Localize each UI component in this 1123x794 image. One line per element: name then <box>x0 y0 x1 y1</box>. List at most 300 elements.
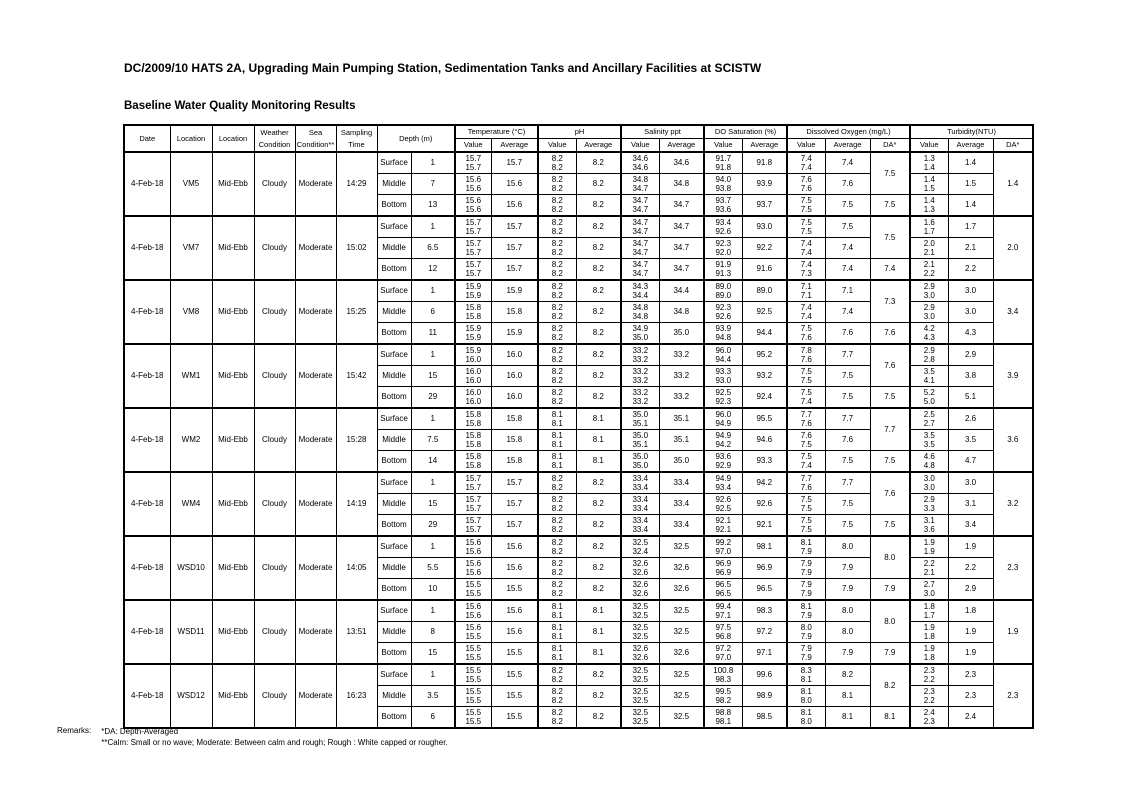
cell-do-saturation-value-reading: 98.2 <box>715 696 732 705</box>
cell-tide-state: Mid-Ebb <box>212 152 254 216</box>
section-title: Baseline Water Quality Monitoring Results <box>124 100 356 112</box>
cell-temperature-average: 15.8 <box>491 302 538 323</box>
cell-do-saturation-value-reading: 94.8 <box>715 333 732 342</box>
cell-dissolved-oxygen-value-reading: 7.3 <box>800 269 812 278</box>
cell-temperature-value <box>455 408 491 430</box>
cell-ph-value <box>538 302 576 323</box>
cell-ph-value <box>538 558 576 579</box>
cell-depth-label: Surface <box>377 536 411 558</box>
cell-do-saturation-value <box>704 344 742 366</box>
cell-temperature-value-reading: 15.6 <box>465 174 482 184</box>
cell-ph-value <box>538 600 576 622</box>
cell-weather-condition: Cloudy <box>254 280 295 344</box>
cell-tide-state: Mid-Ebb <box>212 536 254 600</box>
cell-ph-value-reading: 8.2 <box>551 397 563 406</box>
cell-dissolved-oxygen-value <box>787 451 825 473</box>
cell-turbidity-value-reading: 2.9 <box>923 494 935 504</box>
cell-salinity-average: 32.6 <box>659 558 704 579</box>
cell-do-saturation-value <box>704 451 742 473</box>
cell-dissolved-oxygen-value <box>787 387 825 409</box>
cell-do-saturation-average: 92.1 <box>742 515 787 537</box>
cell-do-saturation-value-reading: 99.4 <box>715 601 732 611</box>
cell-turbidity-da: 3.2 <box>993 472 1033 536</box>
cell-tide-state: Mid-Ebb <box>212 600 254 664</box>
cell-dissolved-oxygen-value-reading: 7.5 <box>800 227 812 236</box>
cell-ph-value <box>538 323 576 345</box>
cell-do-saturation-value <box>704 387 742 409</box>
cell-depth-label: Bottom <box>377 387 411 409</box>
cell-tide-state: Mid-Ebb <box>212 280 254 344</box>
cell-temperature-value <box>455 152 491 174</box>
cell-turbidity-value-reading: 1.9 <box>923 547 935 556</box>
cell-dissolved-oxygen-average: 8.0 <box>825 622 870 643</box>
cell-salinity-average: 34.7 <box>659 216 704 238</box>
cell-ph-value <box>538 515 576 537</box>
cell-salinity-value <box>621 451 659 473</box>
cell-ph-value-reading: 8.2 <box>551 376 563 385</box>
cell-turbidity-value-reading: 3.5 <box>923 440 935 449</box>
cell-salinity-value-reading: 32.5 <box>632 665 649 675</box>
cell-depth-label: Middle <box>377 430 411 451</box>
subheader-salinity-average: Average <box>659 139 704 153</box>
cell-dissolved-oxygen-da-bottom: 7.6 <box>870 323 910 345</box>
cell-turbidity-value-reading: 4.8 <box>923 461 935 470</box>
cell-turbidity-value-reading: 1.8 <box>923 632 935 641</box>
subheader-temp-average: Average <box>491 139 538 153</box>
cell-temperature-value <box>455 558 491 579</box>
cell-sea-condition: Moderate <box>295 344 336 408</box>
cell-do-saturation-average: 93.3 <box>742 451 787 473</box>
cell-dissolved-oxygen-value <box>787 195 825 217</box>
cell-dissolved-oxygen-value-reading: 7.6 <box>800 355 812 364</box>
cell-ph-average: 8.2 <box>576 366 621 387</box>
cell-salinity-value <box>621 664 659 686</box>
cell-do-saturation-value-reading: 96.0 <box>715 345 732 355</box>
cell-ph-value <box>538 280 576 302</box>
cell-dissolved-oxygen-value <box>787 238 825 259</box>
cell-do-saturation-average: 93.2 <box>742 366 787 387</box>
cell-dissolved-oxygen-da-bottom: 7.4 <box>870 259 910 281</box>
cell-do-saturation-value-reading: 93.7 <box>715 195 732 205</box>
cell-do-saturation-value-reading: 96.0 <box>715 409 732 419</box>
cell-temperature-average: 15.7 <box>491 238 538 259</box>
cell-salinity-value-reading: 34.7 <box>632 238 649 248</box>
cell-salinity-value-reading: 35.0 <box>632 333 649 342</box>
cell-dissolved-oxygen-average: 8.1 <box>825 686 870 707</box>
cell-sampling-time: 15:02 <box>336 216 377 280</box>
cell-depth-value: 7 <box>411 174 455 195</box>
cell-dissolved-oxygen-da-bottom: 8.1 <box>870 707 910 729</box>
cell-turbidity-value <box>910 323 948 345</box>
cell-do-saturation-average: 98.5 <box>742 707 787 729</box>
cell-turbidity-value-reading: 1.4 <box>923 195 935 205</box>
cell-ph-value-reading: 8.2 <box>551 163 563 172</box>
cell-turbidity-average: 1.9 <box>948 622 993 643</box>
cell-salinity-value-reading: 35.0 <box>632 409 649 419</box>
cell-do-saturation-value-reading: 91.7 <box>715 153 732 163</box>
cell-turbidity-value <box>910 430 948 451</box>
cell-dissolved-oxygen-value-reading: 7.4 <box>800 163 812 172</box>
cell-turbidity-value <box>910 451 948 473</box>
cell-temperature-value <box>455 494 491 515</box>
cell-dissolved-oxygen-average: 7.6 <box>825 323 870 345</box>
cell-dissolved-oxygen-value <box>787 515 825 537</box>
cell-ph-value-reading: 8.2 <box>551 312 563 321</box>
cell-temperature-value-reading: 15.5 <box>465 675 482 684</box>
cell-turbidity-average: 1.4 <box>948 152 993 174</box>
cell-salinity-value-reading: 33.4 <box>632 483 649 492</box>
cell-do-saturation-value-reading: 89.0 <box>715 291 732 300</box>
cell-salinity-value-reading: 34.4 <box>632 291 649 300</box>
cell-do-saturation-value-reading: 98.1 <box>715 717 732 726</box>
cell-dissolved-oxygen-value <box>787 408 825 430</box>
cell-do-saturation-value <box>704 195 742 217</box>
cell-dissolved-oxygen-average: 7.4 <box>825 152 870 174</box>
cell-dissolved-oxygen-value-reading: 7.9 <box>800 558 812 568</box>
cell-dissolved-oxygen-da-upper: 7.5 <box>870 216 910 259</box>
cell-do-saturation-value-reading: 92.1 <box>715 525 732 534</box>
cell-temperature-value <box>455 216 491 238</box>
cell-do-saturation-average: 99.6 <box>742 664 787 686</box>
cell-turbidity-value <box>910 238 948 259</box>
cell-do-saturation-value-reading: 94.2 <box>715 440 732 449</box>
cell-sea-condition: Moderate <box>295 408 336 472</box>
cell-turbidity-average: 3.0 <box>948 302 993 323</box>
cell-sea-condition: Moderate <box>295 152 336 216</box>
cell-salinity-value <box>621 536 659 558</box>
cell-temperature-average: 15.7 <box>491 515 538 537</box>
cell-do-saturation-value <box>704 686 742 707</box>
cell-do-saturation-value <box>704 536 742 558</box>
cell-salinity-average: 32.5 <box>659 686 704 707</box>
cell-salinity-average: 34.8 <box>659 174 704 195</box>
cell-salinity-value-reading: 33.4 <box>632 525 649 534</box>
cell-dissolved-oxygen-value <box>787 643 825 665</box>
cell-do-saturation-value-reading: 96.5 <box>715 579 732 589</box>
cell-ph-value <box>538 387 576 409</box>
cell-salinity-average: 34.6 <box>659 152 704 174</box>
cell-ph-average: 8.2 <box>576 579 621 601</box>
cell-location: VM5 <box>170 152 212 216</box>
cell-temperature-value <box>455 686 491 707</box>
cell-turbidity-value-reading: 2.9 <box>923 345 935 355</box>
cell-turbidity-average: 4.3 <box>948 323 993 345</box>
cell-salinity-average: 32.5 <box>659 622 704 643</box>
cell-salinity-average: 35.0 <box>659 323 704 345</box>
cell-temperature-value-reading: 15.5 <box>465 665 482 675</box>
cell-temperature-value-reading: 15.5 <box>465 686 482 696</box>
cell-do-saturation-value-reading: 92.6 <box>715 494 732 504</box>
cell-salinity-value-reading: 33.2 <box>632 387 649 397</box>
cell-ph-average: 8.2 <box>576 387 621 409</box>
cell-tide-state: Mid-Ebb <box>212 408 254 472</box>
cell-turbidity-value-reading: 4.2 <box>923 323 935 333</box>
cell-temperature-value-reading: 15.8 <box>465 419 482 428</box>
cell-salinity-value <box>621 472 659 494</box>
cell-dissolved-oxygen-value-reading: 8.0 <box>800 717 812 726</box>
cell-turbidity-value-reading: 4.3 <box>923 333 935 342</box>
cell-turbidity-average: 1.5 <box>948 174 993 195</box>
cell-do-saturation-value <box>704 600 742 622</box>
cell-salinity-value-reading: 33.2 <box>632 345 649 355</box>
cell-ph-value-reading: 8.2 <box>551 259 563 269</box>
cell-depth-label: Middle <box>377 238 411 259</box>
col-header-date: Date <box>124 125 170 152</box>
cell-turbidity-value <box>910 472 948 494</box>
cell-location: WSD12 <box>170 664 212 728</box>
cell-ph-value-reading: 8.2 <box>551 355 563 364</box>
cell-ph-value-reading: 8.2 <box>551 547 563 556</box>
cell-dissolved-oxygen-value-reading: 7.5 <box>800 440 812 449</box>
cell-salinity-value <box>621 686 659 707</box>
cell-temperature-value-reading: 15.6 <box>465 622 482 632</box>
cell-ph-value-reading: 8.2 <box>551 504 563 513</box>
cell-salinity-value-reading: 34.7 <box>632 248 649 257</box>
cell-depth-value: 7.5 <box>411 430 455 451</box>
cell-turbidity-value-reading: 2.2 <box>923 269 935 278</box>
cell-turbidity-value-reading: 2.0 <box>923 238 935 248</box>
cell-do-saturation-value-reading: 91.9 <box>715 259 732 269</box>
cell-turbidity-value-reading: 3.3 <box>923 504 935 513</box>
cell-salinity-value <box>621 238 659 259</box>
cell-temperature-value-reading: 15.6 <box>465 537 482 547</box>
cell-location: WM1 <box>170 344 212 408</box>
cell-dissolved-oxygen-average: 7.5 <box>825 515 870 537</box>
cell-ph-value-reading: 8.2 <box>551 291 563 300</box>
subheader-turbidity-value: Value <box>910 139 948 153</box>
cell-dissolved-oxygen-average: 8.0 <box>825 536 870 558</box>
cell-dissolved-oxygen-value <box>787 302 825 323</box>
cell-temperature-value-reading: 15.8 <box>465 440 482 449</box>
cell-turbidity-value <box>910 302 948 323</box>
cell-ph-value-reading: 8.2 <box>551 473 563 483</box>
cell-do-saturation-value-reading: 92.9 <box>715 461 732 470</box>
cell-temperature-average: 15.6 <box>491 622 538 643</box>
cell-dissolved-oxygen-value <box>787 494 825 515</box>
cell-dissolved-oxygen-value-reading: 7.4 <box>800 153 812 163</box>
cell-turbidity-average: 3.4 <box>948 515 993 537</box>
remarks-label: Remarks: <box>57 726 92 735</box>
cell-temperature-average: 15.6 <box>491 600 538 622</box>
cell-dissolved-oxygen-value-reading: 7.5 <box>800 525 812 534</box>
cell-ph-average: 8.2 <box>576 707 621 729</box>
cell-salinity-average: 34.7 <box>659 259 704 281</box>
cell-turbidity-value <box>910 622 948 643</box>
cell-temperature-value-reading: 15.8 <box>465 302 482 312</box>
cell-turbidity-value <box>910 408 948 430</box>
cell-depth-label: Middle <box>377 174 411 195</box>
cell-dissolved-oxygen-value-reading: 7.9 <box>800 547 812 556</box>
cell-ph-average: 8.1 <box>576 430 621 451</box>
cell-dissolved-oxygen-da-upper: 8.2 <box>870 664 910 707</box>
cell-turbidity-da: 1.4 <box>993 152 1033 216</box>
cell-ph-value-reading: 8.1 <box>551 622 563 632</box>
cell-ph-average: 8.2 <box>576 323 621 345</box>
cell-sea-condition: Moderate <box>295 216 336 280</box>
cell-depth-value: 3.5 <box>411 686 455 707</box>
cell-do-saturation-value-reading: 94.4 <box>715 355 732 364</box>
cell-do-saturation-average: 89.0 <box>742 280 787 302</box>
cell-salinity-value-reading: 34.7 <box>632 184 649 193</box>
cell-turbidity-value-reading: 2.3 <box>923 665 935 675</box>
cell-temperature-value <box>455 195 491 217</box>
cell-turbidity-value <box>910 686 948 707</box>
cell-temperature-average: 15.6 <box>491 558 538 579</box>
cell-salinity-value-reading: 32.5 <box>632 717 649 726</box>
subheader-ph-average: Average <box>576 139 621 153</box>
cell-temperature-value-reading: 15.6 <box>465 601 482 611</box>
cell-turbidity-value-reading: 1.9 <box>923 622 935 632</box>
cell-turbidity-average: 1.9 <box>948 536 993 558</box>
cell-depth-value: 10 <box>411 579 455 601</box>
cell-temperature-value-reading: 15.9 <box>465 333 482 342</box>
col-header-sampling-time <box>336 125 377 152</box>
cell-temperature-value-reading: 15.9 <box>465 281 482 291</box>
subheader-dosat-average: Average <box>742 139 787 153</box>
cell-ph-value <box>538 643 576 665</box>
cell-temperature-value <box>455 643 491 665</box>
cell-dissolved-oxygen-value <box>787 622 825 643</box>
cell-do-saturation-value-reading: 93.0 <box>715 376 732 385</box>
cell-ph-average: 8.2 <box>576 664 621 686</box>
cell-turbidity-value-reading: 4.6 <box>923 451 935 461</box>
header-line: Weather <box>260 127 289 137</box>
cell-ph-value-reading: 8.2 <box>551 675 563 684</box>
cell-temperature-value-reading: 16.0 <box>465 366 482 376</box>
cell-dissolved-oxygen-value <box>787 152 825 174</box>
cell-salinity-value-reading: 34.7 <box>632 259 649 269</box>
cell-ph-value-reading: 8.2 <box>551 537 563 547</box>
cell-depth-value: 13 <box>411 195 455 217</box>
cell-location: WM2 <box>170 408 212 472</box>
cell-dissolved-oxygen-value-reading: 7.4 <box>800 259 812 269</box>
cell-salinity-value-reading: 34.3 <box>632 281 649 291</box>
cell-depth-label: Middle <box>377 622 411 643</box>
cell-temperature-average: 16.0 <box>491 344 538 366</box>
cell-dissolved-oxygen-da-upper: 8.0 <box>870 536 910 579</box>
cell-salinity-average: 34.7 <box>659 195 704 217</box>
cell-dissolved-oxygen-value-reading: 7.6 <box>800 430 812 440</box>
cell-weather-condition: Cloudy <box>254 664 295 728</box>
cell-salinity-value <box>621 280 659 302</box>
cell-dissolved-oxygen-value-reading: 7.8 <box>800 345 812 355</box>
cell-salinity-value-reading: 35.0 <box>632 461 649 470</box>
cell-turbidity-value <box>910 259 948 281</box>
cell-turbidity-value-reading: 5.0 <box>923 397 935 406</box>
cell-dissolved-oxygen-value-reading: 7.7 <box>800 409 812 419</box>
cell-dissolved-oxygen-average: 7.6 <box>825 430 870 451</box>
cell-temperature-value-reading: 15.7 <box>465 269 482 278</box>
subheader-salinity-value: Value <box>621 139 659 153</box>
cell-ph-value-reading: 8.2 <box>551 333 563 342</box>
cell-do-saturation-value <box>704 472 742 494</box>
cell-turbidity-value-reading: 2.3 <box>923 686 935 696</box>
cell-ph-average: 8.2 <box>576 238 621 259</box>
cell-ph-value-reading: 8.2 <box>551 184 563 193</box>
cell-do-saturation-value-reading: 93.8 <box>715 184 732 193</box>
cell-turbidity-da: 3.9 <box>993 344 1033 408</box>
cell-ph-average: 8.2 <box>576 216 621 238</box>
cell-salinity-value-reading: 33.2 <box>632 366 649 376</box>
cell-salinity-average: 33.4 <box>659 515 704 537</box>
group-header-temperature: Temperature (°C) <box>455 125 538 139</box>
cell-ph-value-reading: 8.2 <box>551 205 563 214</box>
cell-temperature-value-reading: 15.6 <box>465 558 482 568</box>
cell-dissolved-oxygen-value <box>787 707 825 729</box>
cell-temperature-average: 15.8 <box>491 408 538 430</box>
cell-dissolved-oxygen-value-reading: 7.4 <box>800 302 812 312</box>
cell-salinity-value-reading: 33.4 <box>632 494 649 504</box>
cell-ph-value-reading: 8.2 <box>551 345 563 355</box>
cell-turbidity-value-reading: 1.4 <box>923 163 935 172</box>
cell-dissolved-oxygen-value-reading: 7.9 <box>800 611 812 620</box>
cell-turbidity-average: 1.9 <box>948 643 993 665</box>
cell-ph-value-reading: 8.1 <box>551 430 563 440</box>
cell-dissolved-oxygen-da-upper: 7.7 <box>870 408 910 451</box>
cell-temperature-average: 15.6 <box>491 174 538 195</box>
cell-do-saturation-average: 96.9 <box>742 558 787 579</box>
remarks <box>57 726 448 748</box>
cell-ph-average: 8.2 <box>576 195 621 217</box>
cell-dissolved-oxygen-value <box>787 259 825 281</box>
cell-sampling-time: 15:28 <box>336 408 377 472</box>
cell-tide-state: Mid-Ebb <box>212 344 254 408</box>
cell-dissolved-oxygen-value-reading: 7.4 <box>800 397 812 406</box>
cell-dissolved-oxygen-da-bottom: 7.5 <box>870 451 910 473</box>
cell-salinity-value-reading: 34.7 <box>632 205 649 214</box>
cell-tide-state: Mid-Ebb <box>212 664 254 728</box>
cell-ph-value-reading: 8.1 <box>551 643 563 653</box>
cell-temperature-average: 16.0 <box>491 366 538 387</box>
cell-temperature-value <box>455 430 491 451</box>
cell-ph-value-reading: 8.2 <box>551 153 563 163</box>
cell-temperature-value <box>455 707 491 729</box>
cell-temperature-value-reading: 15.5 <box>465 717 482 726</box>
cell-temperature-average: 15.5 <box>491 643 538 665</box>
document-title: DC/2009/10 HATS 2A, Upgrading Main Pumping Station, Sedimentation Tanks and Ancillary Facilities at SCISTW <box>124 61 762 75</box>
cell-salinity-value <box>621 643 659 665</box>
header-line: Sea <box>308 127 323 137</box>
cell-salinity-value <box>621 174 659 195</box>
cell-do-saturation-average: 92.6 <box>742 494 787 515</box>
cell-salinity-value <box>621 152 659 174</box>
cell-turbidity-value-reading: 1.4 <box>923 174 935 184</box>
cell-temperature-value-reading: 15.8 <box>465 312 482 321</box>
cell-do-saturation-average: 98.3 <box>742 600 787 622</box>
cell-ph-average: 8.2 <box>576 280 621 302</box>
cell-dissolved-oxygen-da-bottom: 7.9 <box>870 579 910 601</box>
cell-turbidity-value-reading: 3.5 <box>923 366 935 376</box>
cell-salinity-value <box>621 600 659 622</box>
cell-turbidity-average: 2.2 <box>948 558 993 579</box>
cell-dissolved-oxygen-value-reading: 7.5 <box>800 515 812 525</box>
cell-tide-state: Mid-Ebb <box>212 216 254 280</box>
cell-temperature-value-reading: 15.7 <box>465 504 482 513</box>
cell-salinity-value <box>621 494 659 515</box>
cell-salinity-value-reading: 34.6 <box>632 163 649 172</box>
cell-ph-value <box>538 259 576 281</box>
cell-ph-value-reading: 8.2 <box>551 269 563 278</box>
cell-ph-value-reading: 8.2 <box>551 494 563 504</box>
cell-depth-label: Bottom <box>377 195 411 217</box>
cell-dissolved-oxygen-value-reading: 8.3 <box>800 665 812 675</box>
cell-salinity-value-reading: 32.6 <box>632 643 649 653</box>
cell-do-saturation-value-reading: 98.8 <box>715 707 732 717</box>
cell-turbidity-value <box>910 664 948 686</box>
cell-depth-label: Surface <box>377 472 411 494</box>
cell-date: 4-Feb-18 <box>124 600 170 664</box>
cell-do-saturation-average: 98.1 <box>742 536 787 558</box>
